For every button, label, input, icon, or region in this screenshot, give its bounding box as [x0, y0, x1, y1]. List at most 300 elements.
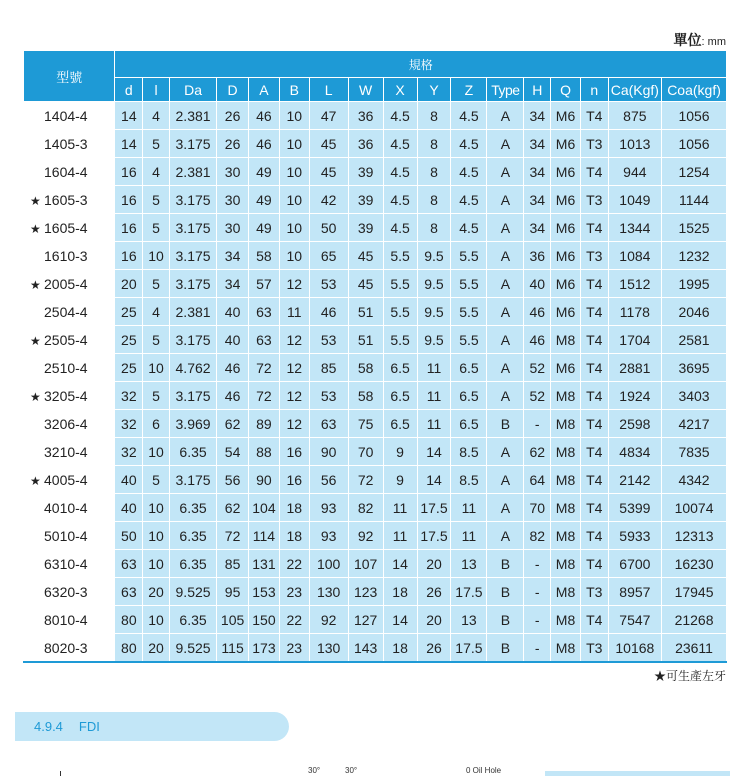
table-cell: T4: [580, 382, 608, 410]
table-cell: M8: [551, 578, 581, 606]
table-cell: 8: [417, 186, 451, 214]
table-cell: 16: [115, 214, 143, 242]
table-cell: 5.5: [383, 326, 417, 354]
table-cell: 30: [217, 186, 249, 214]
table-cell: 4.5: [451, 186, 487, 214]
table-cell: 63: [115, 578, 143, 606]
table-cell: 6.5: [383, 382, 417, 410]
table-cell: A: [487, 214, 524, 242]
table-cell: 14: [417, 438, 451, 466]
table-cell: 50: [115, 522, 143, 550]
table-cell: 3.175: [169, 382, 216, 410]
column-header: Q: [551, 78, 581, 102]
table-cell: 20: [417, 606, 451, 634]
column-header: Da: [169, 78, 216, 102]
table-cell: 10: [143, 550, 170, 578]
table-cell: 58: [348, 354, 383, 382]
table-row: [24, 606, 727, 634]
star-icon: ★: [30, 221, 41, 236]
table-cell: 45: [348, 242, 383, 270]
table-row: [24, 298, 727, 326]
table-cell: 30: [217, 158, 249, 186]
model-number: 3210-4: [44, 443, 88, 460]
table-cell: 11: [451, 494, 487, 522]
table-row: [24, 578, 727, 606]
table-cell: 40: [115, 466, 143, 494]
table-cell: 39: [348, 158, 383, 186]
table-cell: M6: [551, 186, 581, 214]
table-cell: A: [487, 466, 524, 494]
table-cell: 3.175: [169, 326, 216, 354]
table-cell: B: [487, 578, 524, 606]
table-cell: M6: [551, 298, 581, 326]
table-cell: 4: [143, 158, 170, 186]
table-cell: 50: [309, 214, 348, 242]
table-cell: 17.5: [451, 634, 487, 663]
table-cell: 85: [309, 354, 348, 382]
table-cell: 10: [279, 242, 309, 270]
column-header: W: [348, 78, 383, 102]
table-cell: 63: [115, 550, 143, 578]
table-cell: 4.5: [383, 186, 417, 214]
table-cell: T4: [580, 550, 608, 578]
table-cell: 4.5: [383, 102, 417, 130]
model-number: 4010-4: [44, 499, 88, 516]
table-cell: 8: [417, 214, 451, 242]
table-cell: -: [524, 634, 551, 663]
table-cell: 26: [217, 102, 249, 130]
table-cell: 70: [348, 438, 383, 466]
table-cell: T4: [580, 410, 608, 438]
model-number: 1605-4: [44, 219, 88, 236]
column-header: n: [580, 78, 608, 102]
table-cell: 25: [115, 354, 143, 382]
table-cell: 75: [348, 410, 383, 438]
table-cell: T3: [580, 634, 608, 663]
table-cell: 4.5: [451, 130, 487, 158]
table-cell: 10: [279, 214, 309, 242]
table-cell: 12: [279, 326, 309, 354]
spec-header: 規格: [115, 51, 727, 78]
star-icon: ★: [30, 389, 41, 404]
ball-nut-spec-table: [23, 50, 727, 663]
table-cell: 34: [524, 158, 551, 186]
table-cell: 4.5: [383, 158, 417, 186]
table-cell: 95: [217, 578, 249, 606]
table-cell: 23: [279, 578, 309, 606]
table-cell: T4: [580, 494, 608, 522]
table-cell: 46: [524, 326, 551, 354]
table-cell: 62: [217, 494, 249, 522]
table-cell: 53: [309, 326, 348, 354]
table-cell: 1344: [608, 214, 661, 242]
table-row: [24, 354, 727, 382]
table-cell: 45: [348, 270, 383, 298]
model-number: 3206-4: [44, 415, 88, 432]
table-cell: 6700: [608, 550, 661, 578]
table-cell: 4.5: [383, 214, 417, 242]
left-hand-thread-note: ★可生產左牙: [653, 669, 726, 683]
model-number: 8010-4: [44, 611, 88, 628]
angle-label-right: 30°: [345, 766, 358, 775]
table-cell: 12: [279, 410, 309, 438]
table-cell: 16: [279, 438, 309, 466]
table-cell: 4342: [662, 466, 727, 494]
table-cell: 5: [143, 130, 170, 158]
table-row: [24, 102, 727, 130]
star-icon: ★: [30, 333, 41, 348]
table-cell: 12: [279, 270, 309, 298]
table-cell: 62: [217, 410, 249, 438]
table-cell: 6.5: [383, 410, 417, 438]
table-cell: 58: [249, 242, 280, 270]
table-cell: 5.5: [451, 270, 487, 298]
table-cell: M8: [551, 326, 581, 354]
table-cell: 7835: [662, 438, 727, 466]
table-cell: 1178: [608, 298, 661, 326]
table-cell: B: [487, 550, 524, 578]
table-cell: 82: [524, 522, 551, 550]
table-cell: A: [487, 298, 524, 326]
table-cell: M8: [551, 522, 581, 550]
table-cell: 1084: [608, 242, 661, 270]
table-cell: 114: [249, 522, 280, 550]
section-number: 4.9.4: [34, 719, 63, 734]
table-cell: 5399: [608, 494, 661, 522]
table-cell: 63: [249, 298, 280, 326]
table-cell: 6.5: [451, 382, 487, 410]
table-cell: 10: [279, 186, 309, 214]
table-cell: 10: [143, 354, 170, 382]
table-cell: 64: [524, 466, 551, 494]
table-cell: 5: [143, 466, 170, 494]
table-cell: M6: [551, 130, 581, 158]
table-cell: 2.381: [169, 102, 216, 130]
model-cell: [24, 410, 115, 438]
table-cell: 39: [348, 186, 383, 214]
model-cell: [24, 186, 115, 214]
table-cell: 11: [417, 354, 451, 382]
table-cell: 14: [383, 550, 417, 578]
table-cell: 93: [309, 522, 348, 550]
table-cell: -: [524, 410, 551, 438]
column-header: l: [143, 78, 170, 102]
table-cell: 18: [383, 578, 417, 606]
table-row: [24, 130, 727, 158]
table-cell: 90: [309, 438, 348, 466]
table-cell: 6: [143, 410, 170, 438]
table-cell: 46: [524, 298, 551, 326]
table-cell: 40: [524, 270, 551, 298]
table-cell: 12: [279, 354, 309, 382]
table-cell: 72: [217, 522, 249, 550]
table-cell: 8: [417, 102, 451, 130]
table-cell: 6.35: [169, 550, 216, 578]
table-cell: 52: [524, 382, 551, 410]
table-cell: A: [487, 438, 524, 466]
table-cell: 1013: [608, 130, 661, 158]
table-cell: 26: [417, 634, 451, 663]
table-cell: 10: [279, 130, 309, 158]
table-cell: 45: [309, 158, 348, 186]
table-cell: 92: [309, 606, 348, 634]
model-number: 1605-3: [44, 191, 88, 208]
table-cell: 18: [279, 522, 309, 550]
table-cell: 7547: [608, 606, 661, 634]
table-cell: 49: [249, 158, 280, 186]
table-cell: A: [487, 102, 524, 130]
table-cell: 34: [217, 270, 249, 298]
model-cell: [24, 438, 115, 466]
table-cell: A: [487, 270, 524, 298]
table-cell: 10: [279, 158, 309, 186]
table-cell: 49: [249, 214, 280, 242]
model-number: 2510-4: [44, 359, 88, 376]
table-cell: T4: [580, 466, 608, 494]
table-cell: 115: [217, 634, 249, 663]
table-cell: 49: [249, 186, 280, 214]
table-cell: 17.5: [451, 578, 487, 606]
table-row: [24, 410, 727, 438]
table-cell: 3.175: [169, 270, 216, 298]
table-cell: A: [487, 522, 524, 550]
model-number: 2504-4: [44, 303, 88, 320]
table-cell: 11: [417, 410, 451, 438]
model-number: 3205-4: [44, 387, 88, 404]
table-cell: 82: [348, 494, 383, 522]
table-cell: 8.5: [451, 438, 487, 466]
table-cell: 5.5: [451, 242, 487, 270]
model-cell: [24, 214, 115, 242]
section-title: FDI: [78, 719, 100, 734]
model-number: 1604-4: [44, 163, 88, 180]
table-cell: T3: [580, 186, 608, 214]
table-cell: 10074: [662, 494, 727, 522]
table-cell: 26: [217, 130, 249, 158]
model-cell: [24, 606, 115, 634]
table-cell: 34: [524, 130, 551, 158]
table-cell: 5: [143, 186, 170, 214]
table-cell: 153: [249, 578, 280, 606]
table-cell: 6.35: [169, 494, 216, 522]
model-cell: [24, 354, 115, 382]
column-header: d: [115, 78, 143, 102]
table-cell: 20: [417, 550, 451, 578]
table-cell: 3695: [662, 354, 727, 382]
table-cell: 10: [143, 522, 170, 550]
table-cell: M8: [551, 634, 581, 663]
table-cell: 1049: [608, 186, 661, 214]
table-row: [24, 382, 727, 410]
table-row: [24, 186, 727, 214]
table-row: [24, 158, 727, 186]
table-cell: 9.525: [169, 578, 216, 606]
table-cell: 17945: [662, 578, 727, 606]
table-cell: 34: [524, 186, 551, 214]
table-cell: 4.5: [451, 102, 487, 130]
column-header: Type: [487, 78, 524, 102]
table-cell: 2.381: [169, 158, 216, 186]
table-cell: 10: [143, 438, 170, 466]
model-cell: [24, 494, 115, 522]
model-cell: [24, 102, 115, 130]
table-row: [24, 550, 727, 578]
table-cell: 4: [143, 102, 170, 130]
table-cell: 107: [348, 550, 383, 578]
table-cell: 6.5: [451, 354, 487, 382]
column-header: H: [524, 78, 551, 102]
table-cell: A: [487, 494, 524, 522]
table-cell: 20: [143, 634, 170, 663]
table-cell: T4: [580, 214, 608, 242]
table-cell: M8: [551, 410, 581, 438]
model-cell: [24, 298, 115, 326]
table-cell: 5: [143, 214, 170, 242]
table-cell: 39: [348, 214, 383, 242]
table-cell: B: [487, 606, 524, 634]
table-cell: 16: [115, 242, 143, 270]
table-cell: 72: [249, 354, 280, 382]
model-cell: [24, 242, 115, 270]
table-cell: 34: [524, 214, 551, 242]
table-cell: 4: [143, 298, 170, 326]
table-cell: 11: [417, 382, 451, 410]
table-cell: 1704: [608, 326, 661, 354]
model-cell: [24, 522, 115, 550]
table-cell: B: [487, 634, 524, 663]
table-cell: -: [524, 606, 551, 634]
table-cell: T3: [580, 578, 608, 606]
table-row: [24, 494, 727, 522]
table-cell: T4: [580, 102, 608, 130]
star-icon: ★: [30, 277, 41, 292]
table-cell: 173: [249, 634, 280, 663]
model-number: 5010-4: [44, 527, 88, 544]
table-cell: 46: [217, 354, 249, 382]
table-cell: 16230: [662, 550, 727, 578]
model-number: 6320-3: [44, 583, 88, 600]
table-cell: 9.5: [417, 242, 451, 270]
table-cell: 11: [383, 522, 417, 550]
table-cell: 1512: [608, 270, 661, 298]
table-row: [24, 438, 727, 466]
star-icon: ★: [30, 473, 41, 488]
column-header: Z: [451, 78, 487, 102]
table-cell: 2581: [662, 326, 727, 354]
table-cell: 22: [279, 606, 309, 634]
table-cell: 36: [348, 130, 383, 158]
table-cell: 6.35: [169, 438, 216, 466]
table-cell: 58: [348, 382, 383, 410]
table-cell: 104: [249, 494, 280, 522]
table-cell: 34: [217, 242, 249, 270]
table-cell: 5.5: [383, 298, 417, 326]
table-cell: 72: [249, 382, 280, 410]
table-cell: 131: [249, 550, 280, 578]
table-cell: 25: [115, 326, 143, 354]
table-cell: 30: [217, 214, 249, 242]
table-cell: 1525: [662, 214, 727, 242]
table-cell: 6.5: [383, 354, 417, 382]
table-cell: 944: [608, 158, 661, 186]
table-cell: 4.5: [451, 214, 487, 242]
table-cell: M6: [551, 158, 581, 186]
table-cell: 9: [383, 466, 417, 494]
table-cell: 54: [217, 438, 249, 466]
column-header: A: [249, 78, 280, 102]
table-cell: 56: [217, 466, 249, 494]
table-cell: 32: [115, 438, 143, 466]
table-cell: 11: [383, 494, 417, 522]
table-cell: 23: [279, 634, 309, 663]
table-cell: 9.5: [417, 298, 451, 326]
table-cell: 2881: [608, 354, 661, 382]
table-cell: 23611: [662, 634, 727, 663]
table-cell: 4.5: [451, 158, 487, 186]
table-cell: T4: [580, 158, 608, 186]
table-cell: 72: [348, 466, 383, 494]
table-cell: T3: [580, 242, 608, 270]
table-cell: 1056: [662, 102, 727, 130]
table-cell: M6: [551, 354, 581, 382]
table-cell: -: [524, 578, 551, 606]
model-number: 8020-3: [44, 639, 88, 656]
column-header: X: [383, 78, 417, 102]
table-cell: 89: [249, 410, 280, 438]
table-cell: 40: [217, 326, 249, 354]
table-cell: 12: [279, 382, 309, 410]
table-cell: M6: [551, 214, 581, 242]
column-header: Y: [417, 78, 451, 102]
table-cell: 80: [115, 606, 143, 634]
table-row: [24, 214, 727, 242]
table-cell: 6.5: [451, 410, 487, 438]
next-table-header-fragment: [545, 771, 730, 776]
table-row: [24, 634, 727, 663]
table-cell: 46: [309, 298, 348, 326]
model-cell: [24, 466, 115, 494]
table-cell: 1144: [662, 186, 727, 214]
oil-hole-label: 0 Oil Hole: [466, 766, 502, 775]
table-cell: 22: [279, 550, 309, 578]
table-cell: -: [524, 550, 551, 578]
table-cell: M8: [551, 438, 581, 466]
table-cell: 8: [417, 130, 451, 158]
table-cell: 8957: [608, 578, 661, 606]
table-cell: 51: [348, 326, 383, 354]
table-cell: M8: [551, 550, 581, 578]
table-cell: 100: [309, 550, 348, 578]
table-cell: 45: [309, 130, 348, 158]
table-cell: 8: [417, 158, 451, 186]
table-cell: 3.175: [169, 130, 216, 158]
table-cell: 53: [309, 270, 348, 298]
model-number: 2005-4: [44, 275, 88, 292]
column-header: Coa(kgf): [662, 78, 727, 102]
table-cell: 20: [115, 270, 143, 298]
table-cell: 52: [524, 354, 551, 382]
table-cell: 5.5: [383, 270, 417, 298]
angle-label-left: 30°: [308, 766, 321, 775]
table-cell: 57: [249, 270, 280, 298]
model-number: 1404-4: [44, 107, 88, 124]
table-cell: 18: [279, 494, 309, 522]
table-cell: 6.35: [169, 606, 216, 634]
table-cell: 1056: [662, 130, 727, 158]
table-cell: 10168: [608, 634, 661, 663]
table-cell: 56: [309, 466, 348, 494]
table-cell: 13: [451, 606, 487, 634]
